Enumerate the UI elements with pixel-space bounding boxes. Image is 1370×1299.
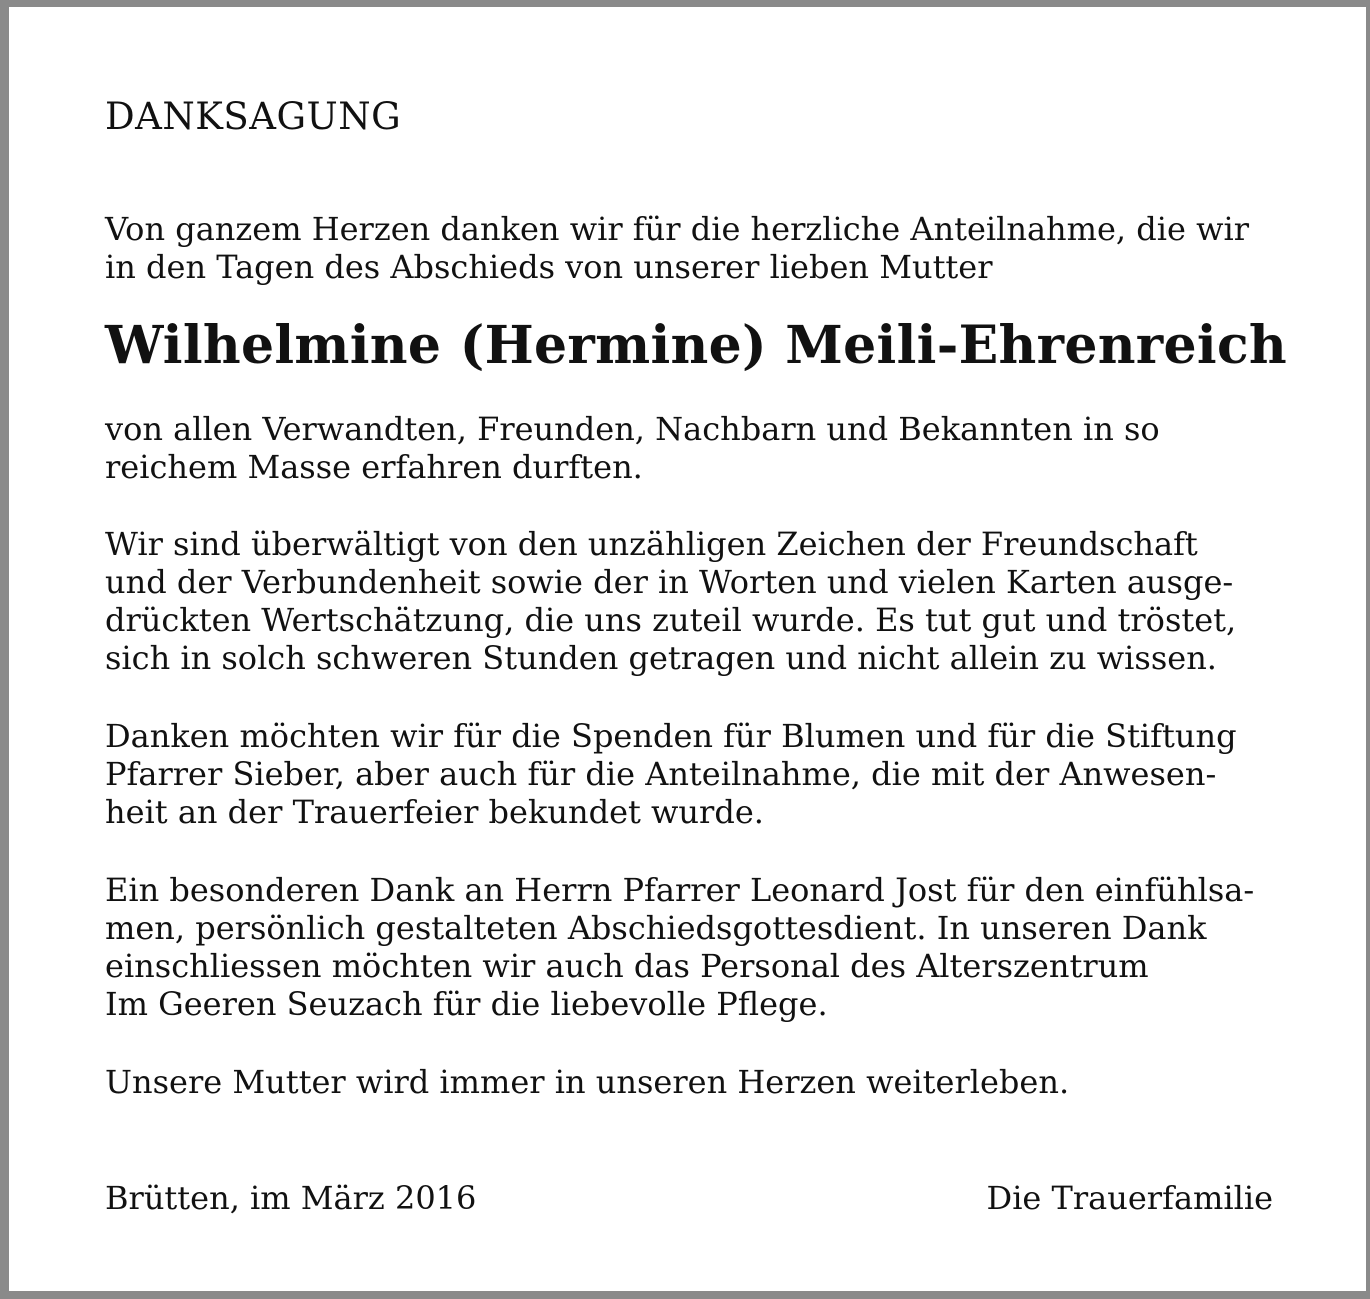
text-line: drückten Wertschätzung, die uns zuteil wurde. Es tut gut und tröstet,: [105, 601, 1237, 639]
intro-paragraph: [105, 210, 1249, 286]
text-line: heit an der Trauerfeier bekundet wurde.: [105, 793, 764, 831]
text-line: Wir sind überwältigt von den unzähligen Zeichen der Freundschaft: [105, 525, 1198, 563]
text-line: reichem Masse erfahren durften.: [105, 448, 643, 486]
paragraph-1: [105, 410, 1160, 486]
paragraph-5: [105, 1063, 1069, 1101]
text-line: Danken möchten wir für die Spenden für Blumen und für die Stiftung: [105, 717, 1237, 755]
text-line: Pfarrer Sieber, aber auch für die Anteilnahme, die mit der Anwesen-: [105, 755, 1217, 793]
text-line: sich in solch schweren Stunden getragen und nicht allein zu wissen.: [105, 639, 1217, 677]
text-line: Ein besonderen Dank an Herrn Pfarrer Leonard Jost für den einfühlsa-: [105, 871, 1255, 909]
notice-heading: DANKSAGUNG: [105, 95, 402, 138]
place-date: Brütten, im März 2016: [105, 1179, 477, 1217]
paragraph-4: [105, 871, 1254, 1023]
text-line: in den Tagen des Abschieds von unserer lieben Mutter: [105, 248, 993, 286]
text-line: einschliessen möchten wir auch das Personal des Alterszentrum: [105, 947, 1149, 985]
text-line: men, persönlich gestalteten Abschiedsgottesdient. In unseren Dank: [105, 909, 1207, 947]
text-line: und der Verbundenheit sowie der in Worten und vielen Karten ausge-: [105, 563, 1234, 601]
deceased-name: Wilhelmine (Hermine) Meili-Ehrenreich: [105, 315, 1288, 376]
text-line: Unsere Mutter wird immer in unseren Herzen weiterleben.: [105, 1063, 1070, 1101]
text-line: von allen Verwandten, Freunden, Nachbarn und Bekannten in so: [105, 410, 1160, 448]
text-line: Von ganzem Herzen danken wir für die herzliche Anteilnahme, die wir: [105, 210, 1250, 248]
text-line: Im Geeren Seuzach für die liebevolle Pflege.: [105, 985, 828, 1023]
signature: Die Trauerfamilie: [986, 1179, 1273, 1217]
paragraph-3: [105, 717, 1237, 831]
paragraph-2: [105, 525, 1236, 677]
